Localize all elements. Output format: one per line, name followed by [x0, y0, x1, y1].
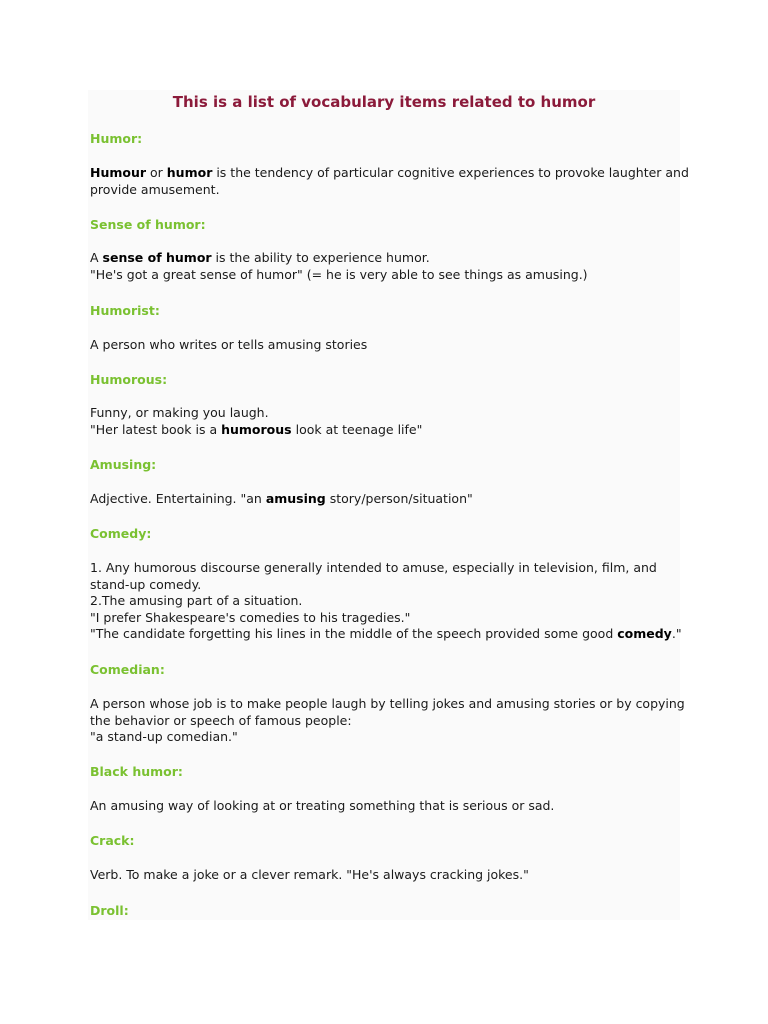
definition-line	[90, 250, 680, 267]
definition-line: Verb. To make a joke or a clever remark. "He's always cracking jokes."	[90, 867, 529, 882]
text-run: is the tendency of particular cognitive experiences to provoke laughter and	[212, 165, 689, 180]
term-humorous: Humorous:	[90, 372, 168, 387]
definition-humorous	[90, 405, 680, 438]
text-run: ."	[671, 626, 682, 641]
definition-line	[90, 422, 680, 439]
bold-word: amusing	[265, 491, 326, 506]
definition-line: provide amusement.	[90, 181, 220, 197]
term-sense-of-humor: Sense of humor:	[90, 217, 206, 232]
text-run: or	[146, 165, 167, 180]
bold-word: humorous	[221, 421, 292, 437]
bold-word: comedy	[617, 626, 672, 641]
text-run: Adjective. Entertaining. "an	[90, 491, 266, 506]
definition-humorist	[90, 337, 680, 354]
text-run: A	[90, 250, 103, 265]
term-humorist: Humorist:	[90, 303, 160, 318]
definition-line	[90, 165, 689, 182]
bold-word: sense of humor	[102, 250, 212, 265]
definition-line	[90, 491, 680, 508]
text-run: look at teenage life"	[291, 421, 423, 437]
page-title: This is a list of vocabulary items related to humor	[172, 93, 596, 111]
definition-line: 2.The amusing part of a situation.	[90, 593, 303, 608]
bold-word: Humour	[90, 165, 147, 180]
definition-line: "He's got a great sense of humor" (= he is very able to see things as amusing.)	[90, 266, 588, 282]
bold-word: humor	[166, 165, 213, 180]
definition-line: the behavior or speech of famous people:	[90, 712, 352, 728]
definition-line: "a stand-up comedian."	[90, 729, 238, 744]
definition-line: "I prefer Shakespeare's comedies to his tragedies."	[90, 609, 411, 625]
definition-line: An amusing way of looking at or treating something that is serious or sad.	[90, 798, 555, 813]
term-comedian: Comedian:	[90, 662, 165, 677]
definition-crack	[90, 867, 680, 884]
term-black-humor: Black humor:	[90, 764, 183, 779]
definition-line: stand-up comedy.	[90, 576, 202, 592]
text-run: "Her latest book is a	[90, 421, 222, 437]
definition-line: Funny, or making you laugh.	[90, 405, 269, 420]
definition-line: 1. Any humorous discourse generally intended to amuse, especially in television, film, and	[90, 560, 657, 575]
term-crack: Crack:	[90, 833, 135, 848]
definition-black-humor	[90, 798, 680, 815]
definition-sense-of-humor	[90, 250, 680, 283]
definition-humor	[90, 165, 689, 198]
definition-line: A person whose job is to make people laugh by telling jokes and amusing stories or by copying	[90, 696, 685, 711]
text-run: story/person/situation"	[325, 491, 473, 506]
term-amusing: Amusing:	[90, 457, 157, 472]
term-humor: Humor:	[90, 131, 143, 146]
text-run: "The candidate forgetting his lines in the middle of the speech provided some good	[90, 626, 618, 641]
definition-line: A person who writes or tells amusing stories	[90, 337, 368, 352]
definition-line	[90, 626, 680, 643]
definition-comedian	[90, 696, 685, 746]
definition-amusing	[90, 491, 680, 508]
term-droll: Droll:	[90, 903, 129, 918]
term-comedy: Comedy:	[90, 526, 152, 541]
definition-comedy	[90, 560, 680, 643]
text-run: is the ability to experience humor.	[211, 250, 430, 265]
